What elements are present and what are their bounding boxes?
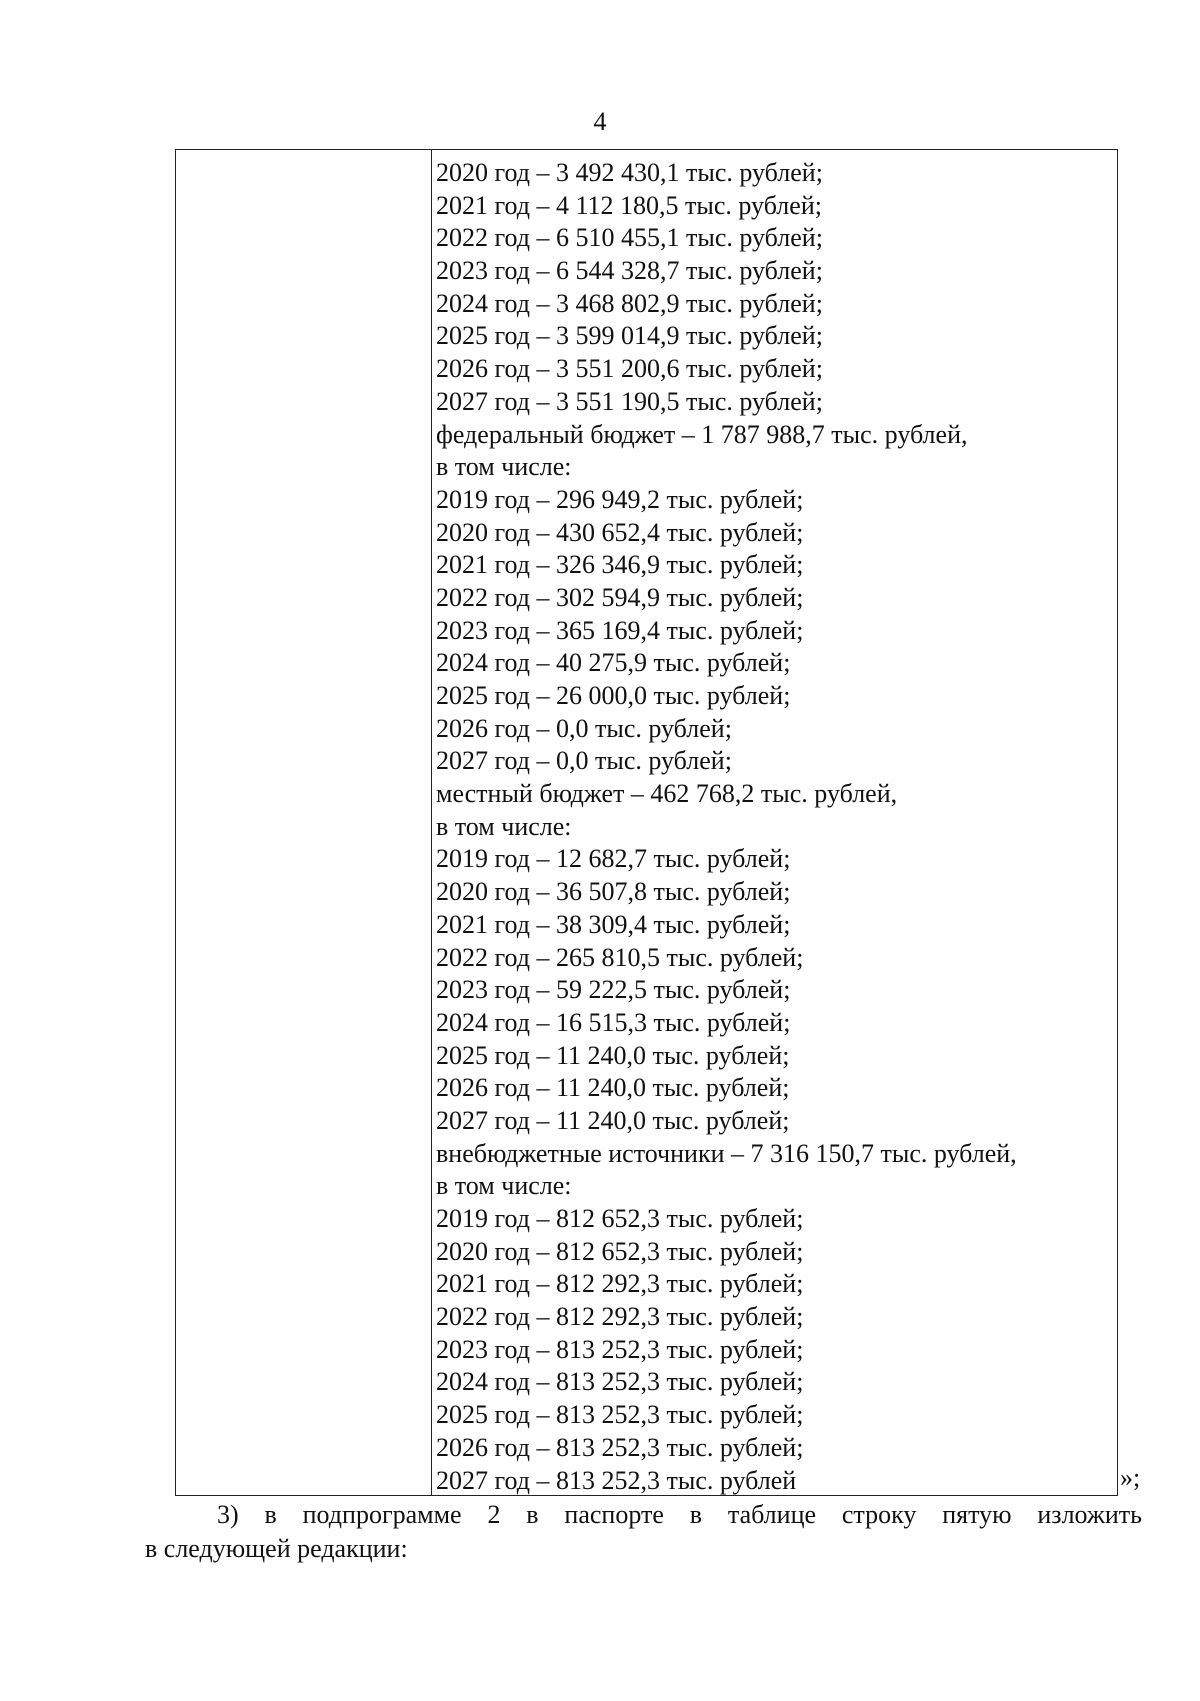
funding-line: 2026 год – 813 252,3 тыс. рублей;	[436, 1432, 804, 1462]
funding-table-label-cell	[176, 150, 432, 1495]
amendment-paragraph	[145, 1498, 1142, 1566]
funding-line: 2023 год – 813 252,3 тыс. рублей;	[436, 1334, 804, 1364]
funding-line: 2025 год – 813 252,3 тыс. рублей;	[436, 1400, 804, 1430]
funding-line: 2020 год – 36 507,8 тыс. рублей;	[436, 877, 791, 907]
funding-line: внебюджетные источники – 7 316 150,7 тыс. рублей,	[436, 1138, 1017, 1168]
paragraph-line-2: в следующей редакции:	[145, 1534, 408, 1563]
funding-line: 2024 год – 40 275,9 тыс. рублей;	[436, 648, 791, 678]
funding-table	[175, 149, 1118, 1496]
funding-line: 2021 год – 4 112 180,5 тыс. рублей;	[436, 190, 822, 220]
funding-line: федеральный бюджет – 1 787 988,7 тыс. рублей,	[436, 419, 968, 449]
funding-line: 2024 год – 16 515,3 тыс. рублей;	[436, 1007, 791, 1037]
funding-line: 2023 год – 365 169,4 тыс. рублей;	[436, 615, 804, 645]
funding-line: 2027 год – 3 551 190,5 тыс. рублей;	[436, 386, 823, 416]
funding-line: 2027 год – 0,0 тыс. рублей;	[436, 746, 732, 776]
funding-line: 2025 год – 26 000,0 тыс. рублей;	[436, 681, 791, 710]
funding-line: в том числе:	[436, 1171, 572, 1201]
funding-line: 2019 год – 296 949,2 тыс. рублей;	[436, 484, 804, 514]
funding-line: 2025 год – 11 240,0 тыс. рублей;	[436, 1040, 790, 1070]
paragraph-line-1: 3) в подпрограмме 2 в паспорте в таблице строку пятую изложить	[217, 1500, 1142, 1529]
funding-line: 2022 год – 302 594,9 тыс. рублей;	[436, 582, 804, 612]
page-number: 4	[593, 107, 607, 136]
funding-line: местный бюджет – 462 768,2 тыс. рублей,	[436, 779, 898, 809]
funding-table-value-cell	[432, 150, 1117, 1495]
funding-line: 2020 год – 430 652,4 тыс. рублей;	[436, 517, 804, 547]
funding-line: 2023 год – 59 222,5 тыс. рублей;	[436, 975, 791, 1005]
funding-line: 2021 год – 812 292,3 тыс. рублей;	[436, 1269, 804, 1299]
funding-line: 2027 год – 813 252,3 тыс. рублей	[436, 1465, 797, 1495]
funding-line: 2025 год – 3 599 014,9 тыс. рублей;	[436, 321, 823, 351]
funding-line: 2019 год – 12 682,7 тыс. рублей;	[436, 844, 791, 874]
funding-line: 2024 год – 813 252,3 тыс. рублей;	[436, 1367, 804, 1397]
funding-line: 2022 год – 6 510 455,1 тыс. рублей;	[436, 223, 823, 253]
funding-line: в том числе:	[436, 811, 572, 841]
row-closing-quote: »;	[1120, 1463, 1141, 1492]
funding-line: 2026 год – 3 551 200,6 тыс. рублей;	[436, 354, 823, 384]
funding-line: 2026 год – 0,0 тыс. рублей;	[436, 713, 732, 743]
funding-line: 2022 год – 265 810,5 тыс. рублей;	[436, 942, 804, 972]
funding-line: 2020 год – 3 492 430,1 тыс. рублей;	[436, 158, 823, 187]
funding-line: 2021 год – 326 346,9 тыс. рублей;	[436, 550, 804, 580]
funding-line: 2027 год – 11 240,0 тыс. рублей;	[436, 1105, 790, 1135]
funding-line: в том числе:	[436, 452, 572, 482]
funding-line: 2020 год – 812 652,3 тыс. рублей;	[436, 1236, 804, 1266]
funding-line: 2023 год – 6 544 328,7 тыс. рублей;	[436, 256, 823, 286]
funding-line: 2026 год – 11 240,0 тыс. рублей;	[436, 1073, 790, 1103]
funding-line: 2021 год – 38 309,4 тыс. рублей;	[436, 909, 791, 939]
funding-line: 2022 год – 812 292,3 тыс. рублей;	[436, 1302, 804, 1332]
funding-lines-list	[436, 157, 1017, 1497]
funding-line: 2019 год – 812 652,3 тыс. рублей;	[436, 1204, 804, 1233]
funding-line: 2024 год – 3 468 802,9 тыс. рублей;	[436, 288, 823, 318]
